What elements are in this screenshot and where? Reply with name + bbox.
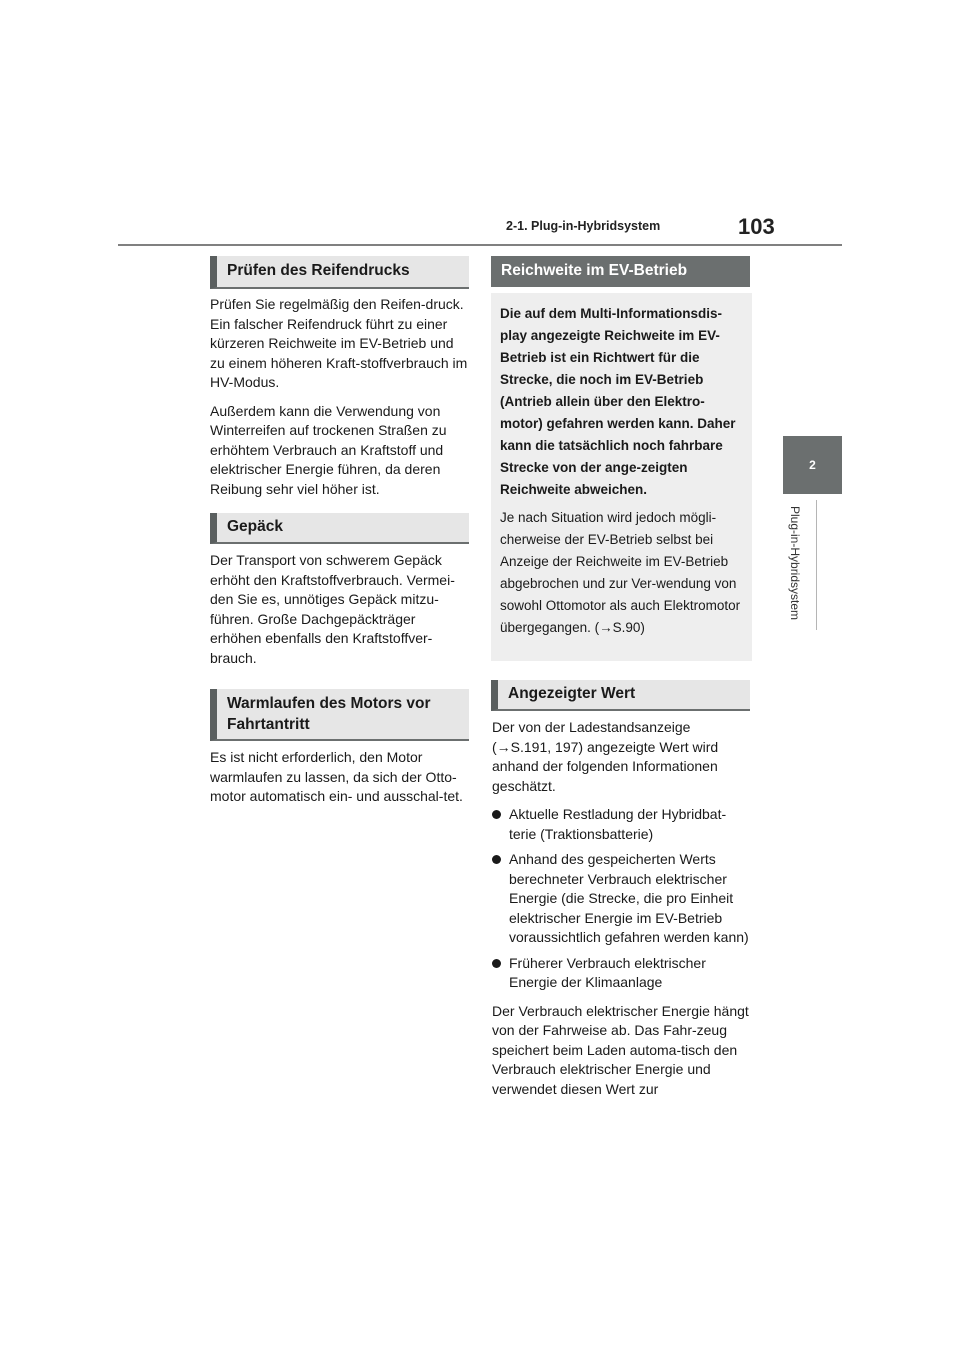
paragraph: Außerdem kann die Verwendung von Winterreifen auf trockenen Straßen zu erhöhtem Verbrauch an Kraftstoff und elektrischer Energie führen, da deren Reibung sehr viel höher ist.	[210, 402, 447, 497]
heading-displayed-value-text: Angezeigter Wert	[508, 685, 636, 702]
bullet-icon	[492, 855, 501, 864]
bullet-icon	[492, 810, 501, 819]
heading-luggage-text: Gepäck	[227, 518, 284, 535]
luggage-body	[210, 551, 470, 677]
side-divider	[816, 500, 817, 630]
header-divider	[118, 244, 842, 246]
paragraph: Es ist nicht erforderlich, den Motor warmlaufen zu lassen, da sich der Otto-motor automatisch ein- und ausschal-tet.	[210, 749, 463, 804]
paragraph: Der Transport von schwerem Gepäck erhöht den Kraftstoffverbrauch. Vermei-den Sie es, unnötiges Gepäck mitzu-führen. Große Dachgepäckträger erhöhen ebenfalls den Kraftstoffver-brauch.	[210, 552, 455, 666]
heading-tire-pressure	[210, 256, 469, 289]
list-item-text: Früherer Verbrauch elektrischer Energie der Klimaanlage	[509, 954, 706, 990]
heading-ev-range	[491, 256, 750, 287]
list-item-text: Aktuelle Restladung der Hybridbat-terie (Traktionsbatterie)	[509, 806, 727, 842]
bullet-icon	[492, 959, 501, 968]
page-number: 103	[738, 214, 775, 239]
paragraph: Der von der Ladestandsanzeige (→S.191, 197) angezeigte Wert wird anhand der folgenden Informationen geschätzt.	[492, 719, 719, 794]
paragraph: Der Verbrauch elektrischer Energie hängt von der Fahrweise ab. Das Fahr-zeug speichert beim Laden automa-tisch den Verbrauch elektrischer Energie und verwendet diesen Wert zur	[492, 1002, 749, 1097]
heading-displayed-value	[491, 680, 750, 711]
heading-warmup-line1: Warmlaufen des Motors vor	[227, 695, 431, 712]
ev-range-text: Je nach Situation wird jedoch mögli-cherweise der EV-Betrieb selbst bei Anzeige der Reichweite im EV-Betrieb abgebrochen und zur Ver-wendung von sowohl Ottomotor als auch Elektromotor übergegangen. (→S.90)	[500, 510, 741, 635]
chapter-label: Plug-in-Hybridsystem	[788, 506, 802, 621]
list-item	[492, 850, 752, 948]
bullet-list	[492, 805, 752, 993]
paragraph: Prüfen Sie regelmäßig den Reifen-druck. Ein falscher Reifendruck führt zu einer kürzeren Reichweite im EV-Betrieb und zu einem höheren Kraft-stoffverbrauch im HV-Modus.	[210, 296, 468, 390]
chapter-label-wrap	[783, 500, 807, 640]
displayed-value-body	[492, 718, 752, 1108]
list-item-text: Anhand des gespeicherten Werts berechneter Verbrauch elektrischer Energie (die Strecke, die pro Einheit elektrischer Energie im EV-Betrieb voraussichtlich gefahren werden kann)	[509, 851, 749, 945]
heading-ev-range-text: Reichweite im EV-Betrieb	[501, 262, 688, 279]
ev-range-bold-text: Die auf dem Multi-Informationsdis-play angezeigte Reichweite im EV-Betrieb ist ein Richtwert für die Strecke, die noch im EV-Betrieb (Antrieb allein über den Elektro-motor) gefahren werden kann. Daher kann die tatsächlich noch fahrbare Strecke von der ange-zeigten Reichweite abweichen.	[500, 306, 736, 497]
warmup-body	[210, 748, 470, 816]
heading-luggage	[210, 513, 469, 544]
heading-warmup	[210, 689, 469, 741]
tire-pressure-body	[210, 295, 470, 508]
ev-range-info-box	[491, 293, 752, 661]
list-item	[492, 954, 752, 993]
section-title: 2-1. Plug-in-Hybridsystem	[506, 219, 661, 233]
heading-tire-pressure-text: Prüfen des Reifendrucks	[227, 262, 410, 279]
list-item	[492, 805, 752, 844]
chapter-tab: 2	[783, 436, 842, 494]
heading-warmup-line2: Fahrtantritt	[227, 716, 310, 733]
